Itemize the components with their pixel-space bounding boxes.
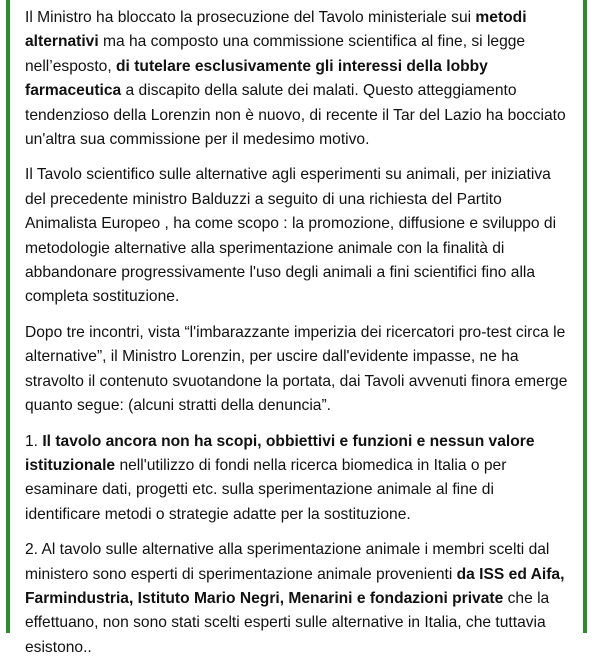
text-segment: che la effettuano, non sono stati scelti esperti sulle alternative in Italia, che tuttavia esistono..	[25, 589, 550, 656]
bold-text-segment: da ISS ed Aifa, Farmindustria, Istituto Mario Negri, Menarini e fondazioni private	[25, 565, 565, 607]
bold-text-segment: di tutelare esclusivamente gli interessi della lobby farmaceutica	[25, 57, 488, 100]
paragraph-4	[25, 430, 570, 528]
paragraph-1	[25, 6, 570, 152]
text-segment: Il Tavolo scientifico sulle alternative agli esperimenti su animali, per iniziativa del precedente ministro Balduzzi a seguito di una richiesta del Partito Animalista Europeo , ha come scopo : la promozione, diffusione e sviluppo di metodologie alternative alla sperimentazione animale con la finalità di abbandonare progressivamente l'uso degli animali a fini scientifici fino alla completa sostituzione.	[25, 166, 557, 306]
text-segment: 2. Al tavolo sulle alternative alla sperimentazione animale i membri scelti dal ministero sono esperti di sperimentazione animale provenienti	[25, 541, 550, 583]
article-body	[25, 6, 570, 671]
paragraph-2	[25, 163, 570, 309]
text-segment: Dopo tre incontri, vista “l'imbarazzante imperizia dei ricercatori pro-test circa le alternative”, il Ministro Lorenzin, per uscire dall'evidente impasse, ne ha stravolto il contenuto svuotandone la portata, dai Tavoli avvenuti finora emerge quanto segue: (alcuni stratti della denuncia”.	[25, 323, 568, 415]
bold-text-segment: metodi alternativi	[25, 9, 527, 51]
text-segment: Il Ministro ha bloccato la prosecuzione del Tavolo ministeriale sui	[25, 9, 476, 26]
text-segment: a discapito della salute dei malati. Questo atteggiamento tendenzioso della Lorenzin non è nuovo, di recente il Tar del Lazio ha bocciato un'altra sua commissione per il medesimo motivo.	[25, 82, 566, 149]
text-segment: nell'utilizzo di fondi nella ricerca biomedica in Italia o per esaminare dati, progetti etc. sulla sperimentazione animale al fine di identificare metodi o strategie adatte per la sostituzione.	[25, 456, 507, 523]
bold-text-segment: Il tavolo ancora non ha scopi, obbiettivi e funzioni e nessun valore istituzionale	[25, 432, 535, 474]
paragraph-5	[25, 538, 570, 660]
paragraph-3	[25, 321, 570, 419]
text-segment: ma ha composto una commissione scientifica al fine, si legge nell’esposto,	[25, 33, 526, 75]
text-segment: 1.	[25, 432, 43, 450]
